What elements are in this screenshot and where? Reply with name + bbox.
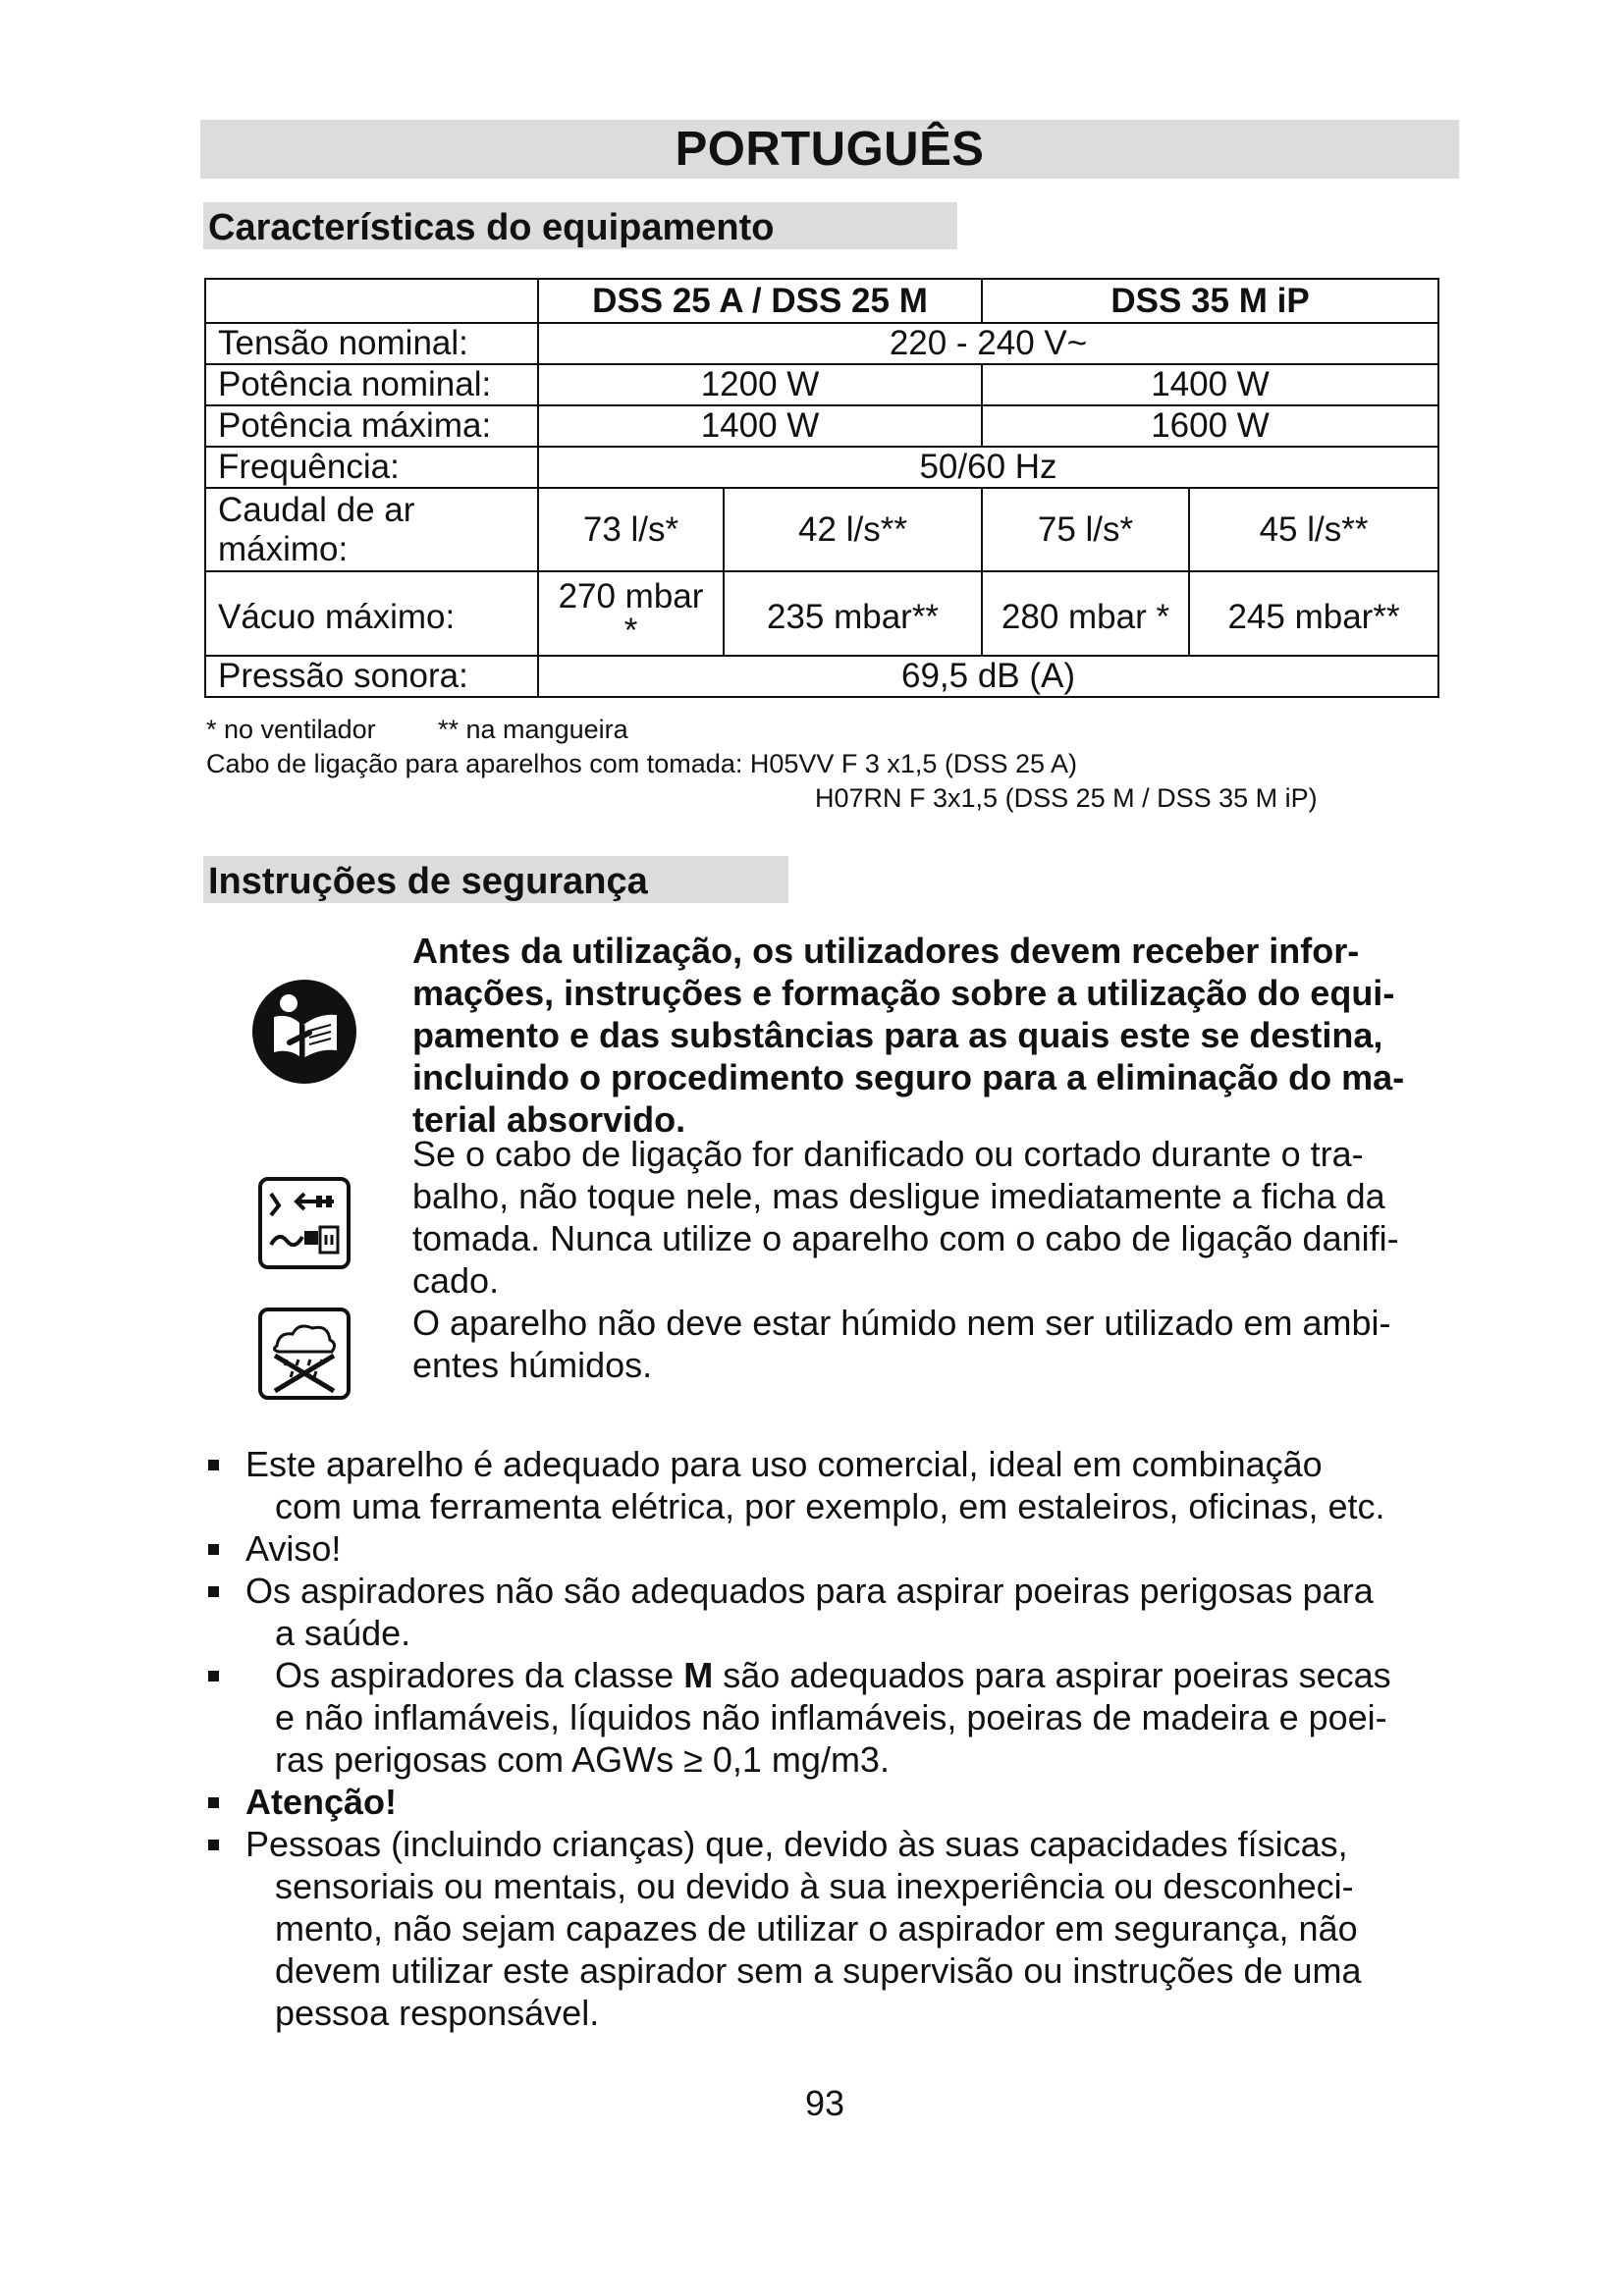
intro-line: incluindo o procedimento seguro para a eliminação do ma- — [412, 1057, 1405, 1097]
language-banner: PORTUGUÊS — [200, 120, 1459, 179]
bullet-text-continued: mento, não sejam capazes de utilizar o aspirador em segurança, não — [275, 1908, 1358, 1949]
list-item — [204, 1570, 1481, 1654]
bullet-marker — [208, 1797, 219, 1808]
frequency-label: Frequência: — [205, 447, 538, 488]
list-item — [204, 1823, 1481, 2034]
cable-line: cado. — [412, 1260, 500, 1301]
vacuum-value: 245 mbar** — [1189, 571, 1438, 656]
airflow-value: 73 l/s* — [538, 488, 724, 571]
intro-line: Antes da utilização, os utilizadores devem receber infor- — [412, 931, 1360, 971]
footnote-fan: * no ventilador — [206, 715, 376, 744]
vacuum-value-line2: * — [623, 612, 638, 650]
power-value-dss35: 1400 W — [982, 364, 1438, 405]
bullet-text: Atenção! — [245, 1782, 398, 1822]
safety-heading: Instruções de segurança — [203, 856, 788, 903]
bullet-text-continued: sensoriais ou mentais, ou devido à sua inexperiência ou desconheci- — [275, 1866, 1354, 1906]
frequency-value: 50/60 Hz — [538, 447, 1438, 488]
power-value-dss25: 1200 W — [538, 364, 982, 405]
airflow-label-line2: máximo: — [218, 529, 349, 568]
model-header-dss35: DSS 35 M iP — [982, 279, 1438, 323]
voltage-label: Tensão nominal: — [205, 323, 538, 364]
bullet-text-continued: pessoa responsável. — [275, 1993, 600, 2033]
moisture-line: O aparelho não deve estar húmido nem ser utilizado em ambi- — [412, 1303, 1391, 1343]
bullet-text-continued: devem utilizar este aspirador sem a supervisão ou instruções de uma — [275, 1950, 1362, 1991]
bullet-marker — [208, 1460, 219, 1470]
cable-safety-text — [412, 1133, 1467, 1302]
airflow-label — [205, 488, 538, 571]
list-item — [204, 1527, 1481, 1570]
bullet-marker — [208, 1586, 219, 1597]
sound-label: Pressão sonora: — [205, 656, 538, 697]
specs-heading: Características do equipamento — [203, 202, 957, 249]
max-power-row — [205, 405, 1438, 447]
bullet-text: Os aspiradores não são adequados para aspirar poeiras perigosas para — [245, 1571, 1374, 1611]
bullet-text: Pessoas (incluindo crianças) que, devido às suas capacidades físicas, — [245, 1824, 1348, 1864]
safety-bullet-list — [204, 1443, 1481, 2034]
bullet-text-continued: com uma ferramenta elétrica, por exemplo, em estaleiros, oficinas, etc. — [275, 1486, 1385, 1526]
moisture-line: entes húmidos. — [412, 1345, 653, 1385]
sound-value: 69,5 dB (A) — [538, 656, 1438, 697]
list-item — [204, 1443, 1481, 1527]
bullet-text-continued: e não inflamáveis, líquidos não inflamáveis, poeiras de madeira e poei- — [275, 1697, 1387, 1737]
vacuum-row — [205, 571, 1438, 656]
vacuum-value-line1: 270 mbar — [558, 577, 704, 615]
vacuum-value: 235 mbar** — [724, 571, 982, 656]
vacuum-value: 280 mbar * — [982, 571, 1189, 656]
power-label: Potência nominal: — [205, 364, 538, 405]
empty-header-cell — [205, 279, 538, 323]
model-header-dss25: DSS 25 A / DSS 25 M — [538, 279, 982, 323]
list-item — [204, 1781, 1481, 1823]
safety-intro-text — [412, 930, 1467, 1141]
cable-spec: Cabo de ligação para aparelhos com tomada: H05VV F 3 x1,5 (DSS 25 A) — [206, 749, 1077, 778]
vacuum-label: Vácuo máximo: — [205, 571, 538, 656]
intro-line: pamento e das substâncias para as quais este se destina, — [412, 1015, 1383, 1055]
vacuum-value — [538, 571, 724, 656]
intro-line: mações, instruções e formação sobre a utilização do equi- — [412, 973, 1395, 1013]
voltage-row — [205, 323, 1438, 364]
specs-table — [204, 278, 1439, 698]
page-number: 93 — [804, 2083, 845, 2123]
bullet-marker — [208, 1671, 219, 1682]
list-item — [204, 1654, 1481, 1781]
bullet-text: Aviso! — [245, 1528, 342, 1569]
airflow-value: 45 l/s** — [1189, 488, 1438, 571]
bullet-text: Este aparelho é adequado para uso comercial, ideal em combinação — [245, 1444, 1323, 1484]
bullet-text-continued: a saúde. — [275, 1613, 411, 1653]
bullet-text-continued: ras perigosas com AGWs ≥ 0,1 mg/m3. — [275, 1739, 890, 1780]
voltage-value: 220 - 240 V~ — [538, 323, 1438, 364]
unplug-icon — [257, 1176, 352, 1275]
max-power-value-dss25: 1400 W — [538, 405, 982, 447]
frequency-row — [205, 447, 1438, 488]
specs-header-row — [205, 279, 1438, 323]
max-power-value-dss35: 1600 W — [982, 405, 1438, 447]
cable-line: tomada. Nunca utilize o aparelho com o cabo de ligação danifi- — [412, 1218, 1399, 1258]
bullet-text — [245, 1654, 1481, 1696]
power-row — [205, 364, 1438, 405]
intro-line: terial absorvido. — [412, 1099, 686, 1140]
bullet-text-part: são adequados para aspirar poeiras secas — [713, 1655, 1391, 1695]
class-m-label: M — [683, 1655, 714, 1695]
cable-line: Se o cabo de ligação for danificado ou cortado durante o tra- — [412, 1134, 1364, 1174]
sound-row — [205, 656, 1438, 697]
footnote-hose: ** na mangueira — [438, 715, 628, 744]
bullet-marker — [208, 1840, 219, 1850]
airflow-value: 42 l/s** — [724, 488, 982, 571]
cable-line: balho, não toque nele, mas desligue imediatamente a ficha da — [412, 1176, 1385, 1216]
max-power-label: Potência máxima: — [205, 405, 538, 447]
airflow-row — [205, 488, 1438, 571]
airflow-label-line1: Caudal de ar — [218, 491, 415, 530]
read-manual-icon — [250, 978, 358, 1091]
moisture-safety-text — [412, 1302, 1467, 1386]
airflow-value: 75 l/s* — [982, 488, 1189, 571]
no-moisture-icon — [257, 1307, 352, 1406]
bullet-text-part: Os aspiradores da classe — [275, 1655, 684, 1695]
bullet-marker — [208, 1544, 219, 1555]
cable-spec-line2: H07RN F 3x1,5 (DSS 25 M / DSS 35 M iP) — [815, 783, 1318, 813]
